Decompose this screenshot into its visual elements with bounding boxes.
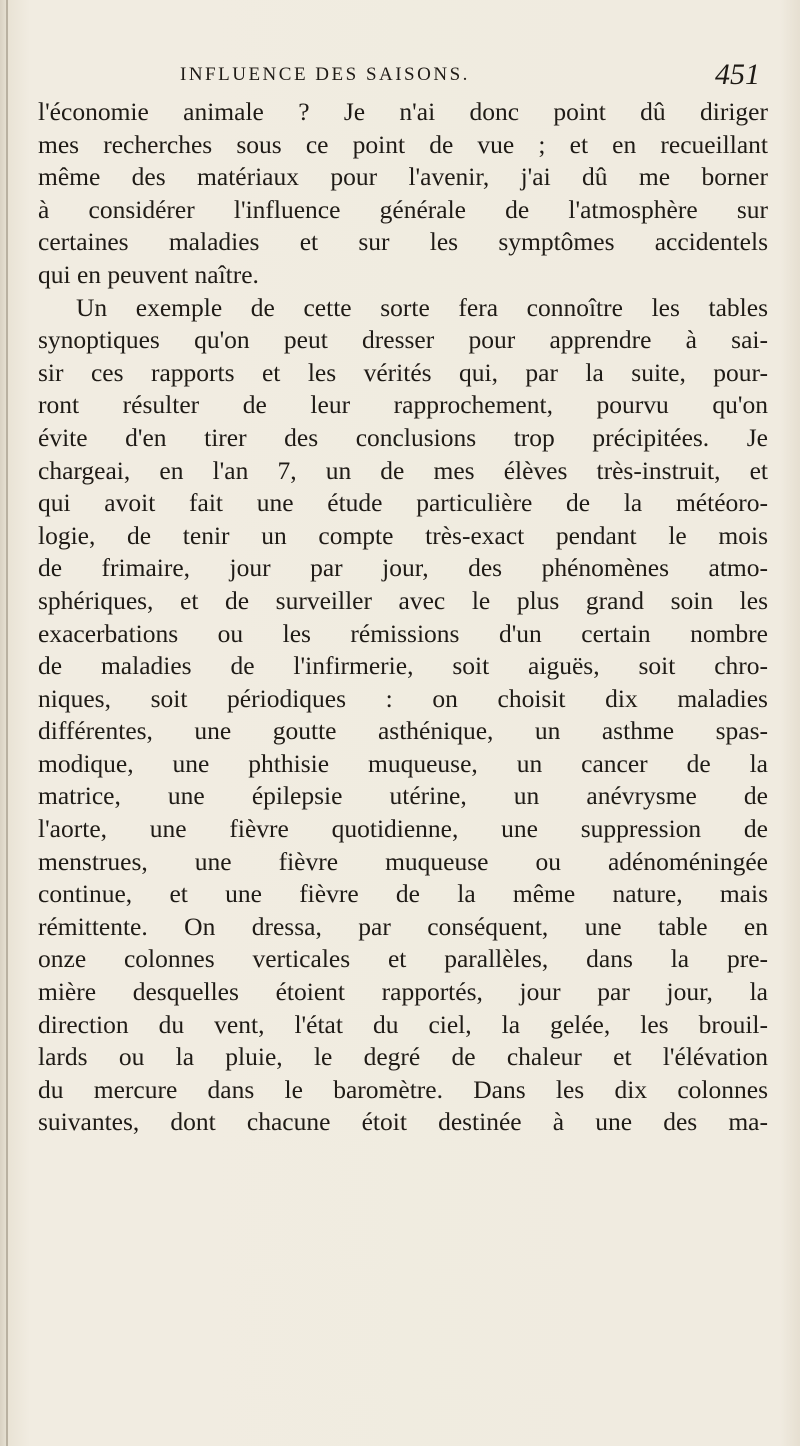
text-line: évite d'en tirer des conclusions trop précipitées. Je	[38, 422, 768, 452]
text-line: mière desquelles étoient rapportés, jour par jour, la	[38, 977, 768, 1007]
body-text	[38, 96, 768, 1139]
text-line: du mercure dans le baromètre. Dans les dix colonnes	[38, 1074, 768, 1104]
text-line: qui en peuvent naître.	[38, 259, 259, 289]
text-line: l'aorte, une fièvre quotidienne, une suppression de	[38, 814, 768, 844]
text-line: qui avoit fait une étude particulière de la météoro-	[38, 488, 768, 518]
page-gutter	[6, 0, 8, 1446]
text-line: onze colonnes verticales et parallèles, dans la pre-	[38, 944, 768, 974]
text-line: différentes, une goutte asthénique, un asthme spas-	[38, 716, 768, 746]
text-line: direction du vent, l'état du ciel, la gelée, les brouil-	[38, 1009, 768, 1039]
text-line: l'économie animale ? Je n'ai donc point dû diriger	[38, 97, 768, 126]
text-line: de maladies de l'infirmerie, soit aiguës, soit chro-	[38, 651, 768, 681]
text-line: sphériques, et de surveiller avec le plus grand soin les	[38, 585, 768, 615]
text-line: de frimaire, jour par jour, des phénomènes atmo-	[38, 553, 768, 583]
text-line: lards ou la pluie, le degré de chaleur et l'élévation	[38, 1042, 768, 1072]
text-line: synoptiques qu'on peut dresser pour apprendre à sai-	[38, 325, 768, 355]
text-line: exacerbations ou les rémissions d'un certain nombre	[38, 618, 768, 648]
text-line: mes recherches sous ce point de vue ; et en recueillant	[38, 129, 768, 159]
text-line: continue, et une fièvre de la même nature, mais	[38, 879, 768, 909]
text-line: suivantes, dont chacune étoit destinée à une des ma-	[38, 1107, 768, 1137]
text-line: matrice, une épilepsie utérine, un anévrysme de	[38, 781, 768, 811]
text-line: à considérer l'influence générale de l'atmosphère sur	[38, 194, 768, 224]
text-line: menstrues, une fièvre muqueuse ou adénoméningée	[38, 846, 768, 876]
text-line: rémittente. On dressa, par conséquent, une table en	[38, 911, 768, 941]
page-number: 451	[715, 58, 760, 91]
text-line: certaines maladies et sur les symptômes accidentels	[38, 227, 768, 257]
running-head-title: INFLUENCE DES SAISONS.	[180, 64, 470, 85]
text-line: Un exemple de cette sorte fera connoître les tables	[76, 292, 768, 322]
text-line: ront résulter de leur rapprochement, pourvu qu'on	[38, 390, 768, 420]
text-line: niques, soit périodiques : on choisit dix maladies	[38, 683, 768, 713]
running-head	[180, 58, 760, 98]
text-line: chargeai, en l'an 7, un de mes élèves très-instruit, et	[38, 455, 768, 485]
text-line: sir ces rapports et les vérités qui, par la suite, pour-	[38, 357, 768, 387]
text-line: même des matériaux pour l'avenir, j'ai dû me borner	[38, 162, 768, 192]
text-line: logie, de tenir un compte très-exact pendant le mois	[38, 520, 768, 550]
text-line: modique, une phthisie muqueuse, un cancer de la	[38, 748, 768, 778]
